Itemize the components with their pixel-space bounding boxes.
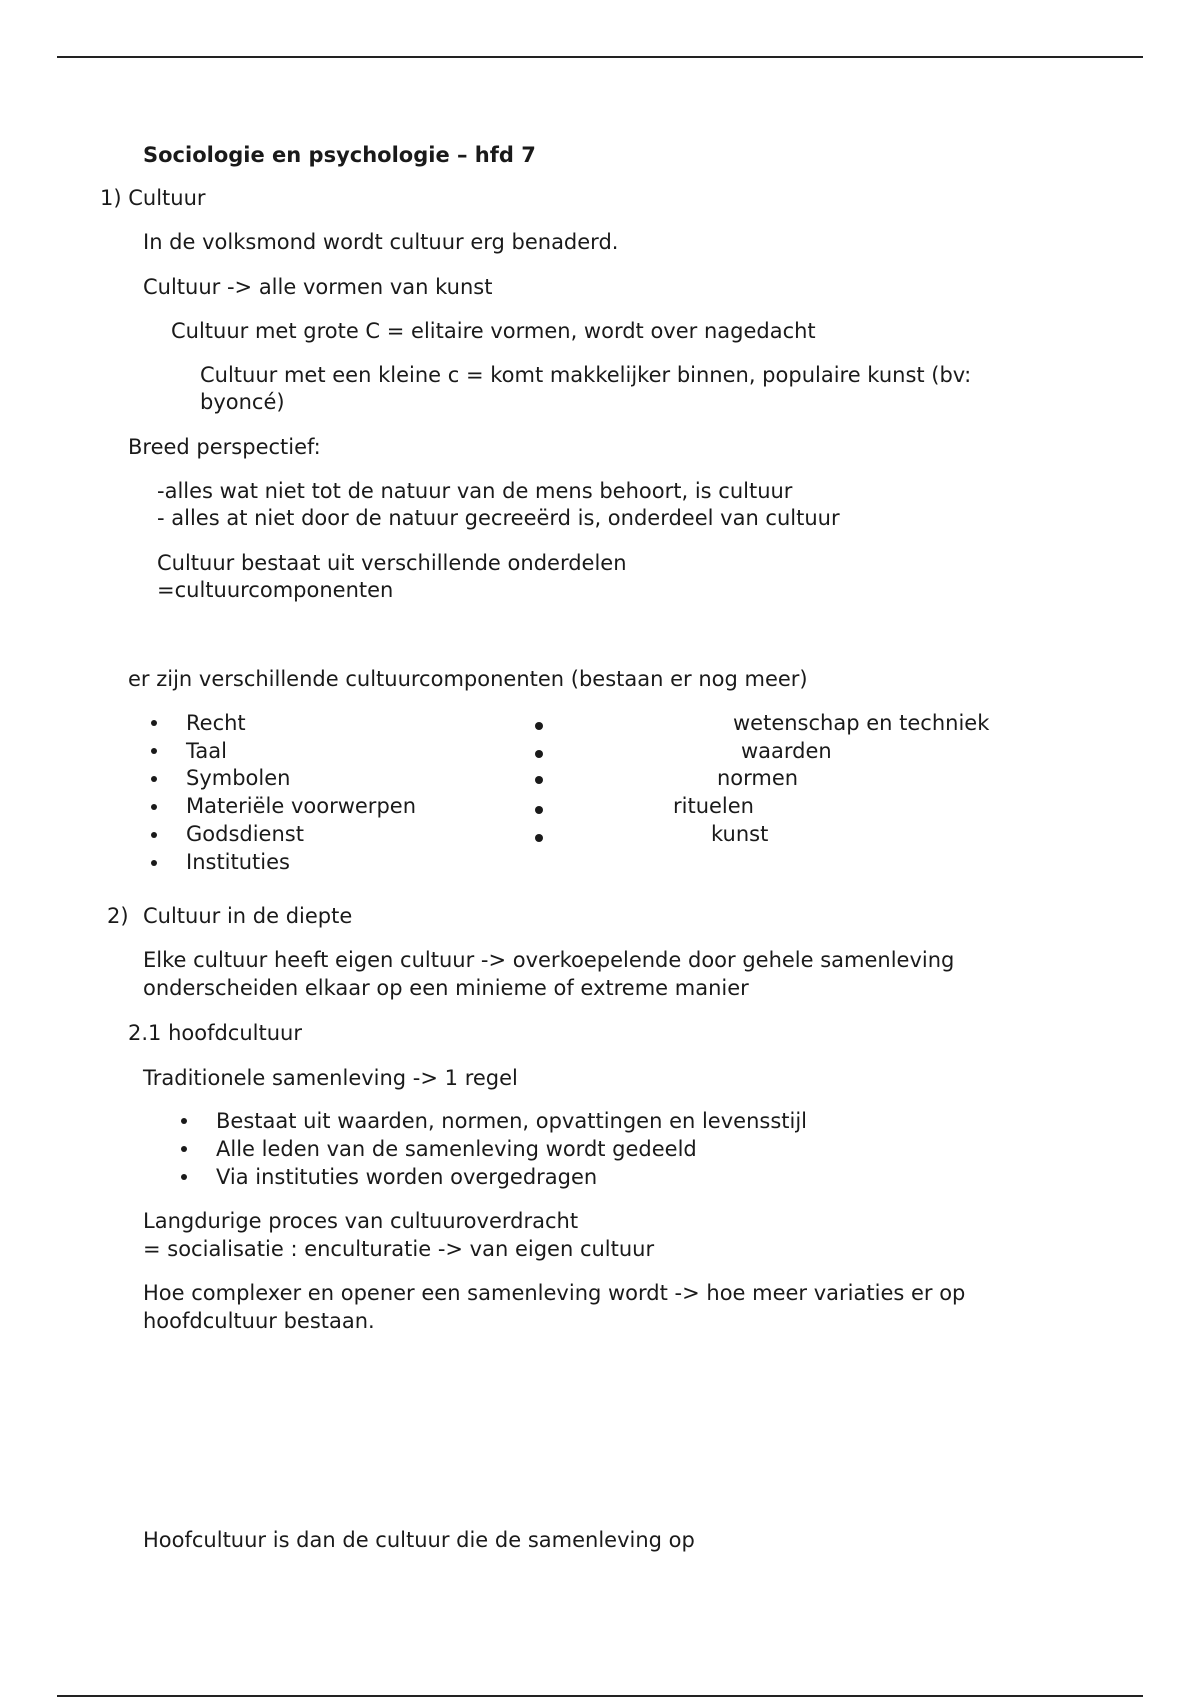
bottom-rule bbox=[57, 1695, 1143, 1697]
bullet-icon bbox=[151, 748, 157, 754]
final-paragraph: Hoofcultuur is dan de cultuur die de samenleving op bbox=[143, 1528, 695, 1552]
list-left-item: Recht bbox=[186, 711, 246, 735]
list-left-item: Symbolen bbox=[186, 766, 291, 790]
list-left-item: Taal bbox=[186, 739, 227, 763]
bullet-icon bbox=[151, 832, 157, 838]
proces-line-1: Langdurige proces van cultuuroverdracht bbox=[143, 1209, 579, 1233]
bullet-icon bbox=[151, 804, 157, 810]
list-right-item: rituelen bbox=[673, 794, 754, 818]
list-right-item: kunst bbox=[711, 822, 769, 846]
list-left-item: Godsdienst bbox=[186, 822, 304, 846]
bullet-icon bbox=[535, 806, 543, 814]
bullet-icon bbox=[535, 750, 543, 758]
paragraph-grote-c: Cultuur met grote C = elitaire vormen, wordt over nagedacht bbox=[171, 319, 816, 343]
list-left-item: Instituties bbox=[186, 850, 290, 874]
trad-list-item: Alle leden van de samenleving wordt gedeeld bbox=[216, 1137, 697, 1161]
paragraph-volksmond: In de volksmond wordt cultuur erg benaderd. bbox=[143, 230, 619, 254]
breed-perspectief-label: Breed perspectief: bbox=[128, 435, 321, 459]
traditionele-samenleving: Traditionele samenleving -> 1 regel bbox=[143, 1066, 518, 1090]
list-right-item: normen bbox=[717, 766, 799, 790]
bullet-icon bbox=[151, 860, 157, 866]
bullet-icon bbox=[535, 722, 543, 730]
componenten-intro: er zijn verschillende cultuurcomponenten (bestaan er nog meer) bbox=[128, 667, 808, 691]
paragraph-kunst: Cultuur -> alle vormen van kunst bbox=[143, 275, 493, 299]
page-title: Sociologie en psychologie – hfd 7 bbox=[143, 143, 536, 167]
section-2-1-heading: 2.1 hoofdcultuur bbox=[128, 1021, 302, 1045]
bullet-icon bbox=[181, 1146, 187, 1152]
list-right-item: wetenschap en techniek bbox=[733, 711, 990, 735]
bullet-icon bbox=[181, 1118, 187, 1124]
section-2-heading: Cultuur in de diepte bbox=[143, 904, 353, 928]
complex-line-2: hoofdcultuur bestaan. bbox=[143, 1309, 375, 1333]
bullet-icon bbox=[181, 1174, 187, 1180]
bullet-icon bbox=[535, 776, 543, 784]
list-right-item: waarden bbox=[741, 739, 832, 763]
section-2-paragraph-line1: Elke cultuur heeft eigen cultuur -> overkoepelende door gehele samenleving bbox=[143, 948, 955, 972]
breed-line-1: -alles wat niet tot de natuur van de mens behoort, is cultuur bbox=[157, 479, 793, 503]
section-2-paragraph-line2: onderscheiden elkaar op een minieme of extreme manier bbox=[143, 976, 749, 1000]
bullet-icon bbox=[151, 720, 157, 726]
trad-list-item: Via instituties worden overgedragen bbox=[216, 1165, 598, 1189]
componenten-line-1: Cultuur bestaat uit verschillende onderdelen bbox=[157, 551, 627, 575]
bullet-icon bbox=[151, 776, 157, 782]
complex-line-1: Hoe complexer en opener een samenleving wordt -> hoe meer variaties er op bbox=[143, 1281, 966, 1305]
paragraph-kleine-c-line2: byoncé) bbox=[200, 390, 285, 414]
bullet-icon bbox=[535, 834, 543, 842]
section-1-heading: 1) Cultuur bbox=[100, 186, 206, 210]
trad-list-item: Bestaat uit waarden, normen, opvattingen en levensstijl bbox=[216, 1109, 808, 1133]
list-left-item: Materiële voorwerpen bbox=[186, 794, 417, 818]
proces-line-2: = socialisatie : enculturatie -> van eigen cultuur bbox=[143, 1237, 655, 1261]
breed-line-2: - alles at niet door de natuur gecreeërd is, onderdeel van cultuur bbox=[157, 506, 840, 530]
componenten-line-2: =cultuurcomponenten bbox=[157, 578, 394, 602]
section-2-number: 2) bbox=[107, 904, 129, 928]
paragraph-kleine-c-line1: Cultuur met een kleine c = komt makkelijker binnen, populaire kunst (bv: bbox=[200, 363, 972, 387]
top-rule bbox=[57, 56, 1143, 58]
